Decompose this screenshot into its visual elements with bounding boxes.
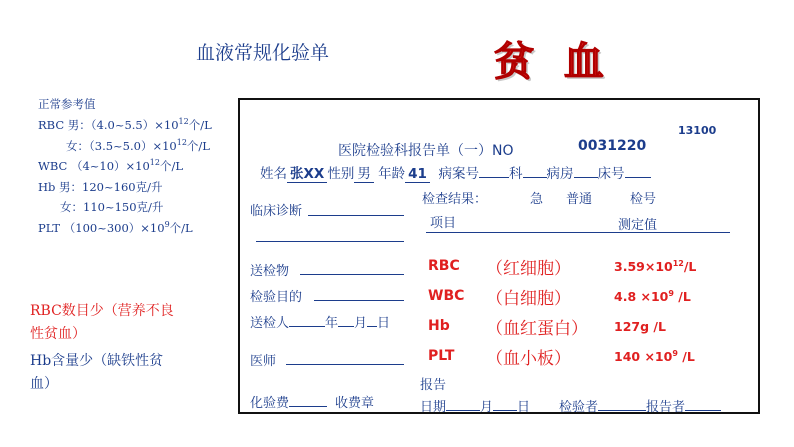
form-code: 13100 — [678, 124, 717, 137]
note-rbc: RBC数目少（营养不良 性贫血） — [30, 303, 174, 342]
clinical-diagnosis-label: 临床诊断 — [250, 204, 303, 219]
note-hb: Hb含量少（缺铁性贫 血） — [30, 353, 164, 392]
result-name-3: （血小板） — [486, 349, 571, 369]
reference-rbc-female: 女：$(3.5\sim 5.0)\times 10^{12}$个/L — [66, 138, 210, 153]
purpose-label: 检验目的 — [250, 290, 303, 305]
reference-heading: 正常参考值 — [38, 97, 96, 111]
result-value-1: $4.8 \times 10^9$ /L — [614, 289, 691, 305]
reference-plt: PLT $(100\sim 300)\times 10^9$个/L — [38, 220, 193, 235]
urgent-label: 急 — [530, 192, 544, 207]
result-value-3: $140 \times 10^9$ /L — [614, 349, 695, 365]
form-heading: 医院检验科报告单（一）NO — [338, 143, 514, 159]
reference-wbc: WBC $(4\sim 10)\times 10^{12}$个/L — [38, 158, 183, 173]
patient-info-row: 姓名 张XX 性别 男 年龄 41 病案号 科 病房 床号 — [260, 162, 651, 182]
fee-row: 化验费 收费章 — [250, 396, 375, 411]
item-label: 项目 — [430, 216, 457, 231]
result-label-2: Hb — [428, 318, 450, 334]
specimen-label: 送检物 — [250, 264, 290, 279]
result-label: 检查结果： — [422, 192, 488, 207]
measured-label: 测定值 — [618, 218, 658, 233]
result-label-1: WBC — [428, 288, 465, 304]
result-label-3: PLT — [428, 348, 455, 364]
sender-row: 送检人 年 月 日 — [250, 316, 391, 331]
check-no-label: 检号 — [630, 192, 657, 207]
report-form — [238, 98, 760, 414]
page-title: 血液常规化验单 — [196, 42, 330, 64]
normal-label: 普通 — [566, 192, 593, 207]
doctor-label: 医师 — [250, 354, 277, 369]
report-label: 报告 — [420, 378, 447, 393]
diagnosis-title: 贫 血 — [494, 39, 612, 85]
result-name-1: （白细胞） — [486, 289, 571, 309]
reference-rbc-male: RBC 男：$(4.0\sim 5.5)\times 10^{12}$个/L — [38, 117, 212, 132]
date-row: 日期 月 日 检验者 报告者 — [420, 396, 721, 415]
result-name-2: （血红蛋白） — [486, 319, 588, 339]
result-name-0: （红细胞） — [486, 259, 571, 279]
result-value-0: $3.59\times 10^{12}/L$ — [614, 259, 697, 275]
reference-hb-male: Hb 男：120~160克/升 — [38, 180, 163, 194]
reference-hb-female: 女：110~150克/升 — [60, 200, 164, 214]
form-number: 0031220 — [578, 138, 647, 154]
result-value-2: 127g /L — [614, 319, 666, 335]
result-label-0: RBC — [428, 258, 460, 274]
